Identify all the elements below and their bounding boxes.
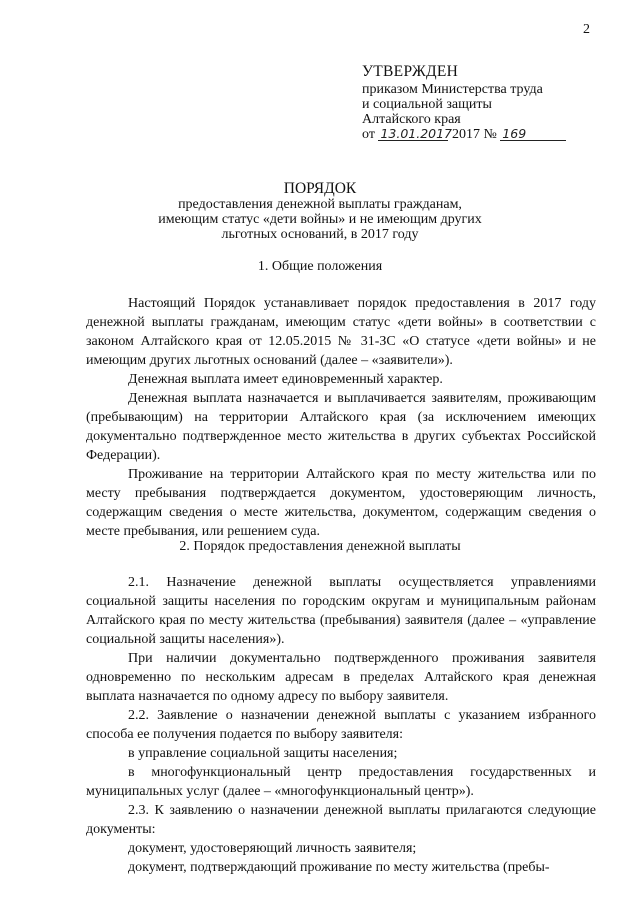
approval-line: и социальной защиты xyxy=(362,97,492,112)
paragraph: 2.1. Назначение денежной выплаты осуществляется управлениями социальной защиты населения по городским округам и муниципальным районам Алтайского края по месту жительства (пребывания) заявителя (далее – «управление социальной защиты населения»). xyxy=(86,575,596,647)
title-main: ПОРЯДОК xyxy=(283,180,357,197)
title-line: имеющим статус «дети войны» и не имеющим других xyxy=(158,212,482,227)
page-number: 2 xyxy=(583,22,590,37)
paragraph: в многофункциональный центр предоставления государственных и муниципальных услуг (далее – «многофункциональный центр»). xyxy=(86,765,596,799)
paragraph: Денежная выплата имеет единовременный характер. xyxy=(128,372,443,387)
title-line: предоставления денежной выплаты гражданам, xyxy=(178,197,462,212)
paragraph: Настоящий Порядок устанавливает порядок предоставления в 2017 году денежной выплаты гражданам, имеющим статус «дети войны» в соответствии с законом Алтайского края от 12.05.2015 № 31-ЗС «О статусе «дети войны» и не имеющим других льготных оснований (далее – «заявители»). xyxy=(86,296,596,368)
paragraph: документ, подтверждающий проживание по месту жительства (пребы- xyxy=(128,860,550,875)
document-title xyxy=(0,181,640,242)
handwritten-number: 169 xyxy=(500,127,566,141)
paragraph: в управление социальной защиты населения; xyxy=(128,746,398,761)
paragraph: Денежная выплата назначается и выплачивается заявителям, проживающим (пребывающим) на территории Алтайского края (за исключением имеющих документально подтвержденное место жительства в других субъектах Российской Федерации). xyxy=(86,391,596,463)
title-line: льготных оснований, в 2017 году xyxy=(221,227,419,242)
paragraph: При наличии документально подтвержденного проживания заявителя одновременно по нескольким адресам в пределах Алтайского края денежная выплата назначается по одному адресу по выбору заявителя. xyxy=(86,651,596,704)
section-2-heading: 2. Порядок предоставления денежной выплаты xyxy=(179,539,461,554)
section-1-heading: 1. Общие положения xyxy=(257,259,383,274)
paragraph: 2.2. Заявление о назначении денежной выплаты с указанием избранного способа ее получения подается по выбору заявителя: xyxy=(86,708,596,742)
section-1-body xyxy=(86,294,596,541)
approval-date-line xyxy=(362,127,566,142)
date-prefix: от xyxy=(362,127,375,142)
paragraph: Проживание на территории Алтайского края по месту жительства или по месту пребывания подтверждается документом, удостоверяющим личность, содержащим сведения о месте жительства, документом, содержащим сведения о месте пребывания, или решением суда. xyxy=(86,467,596,539)
approval-stamp xyxy=(362,64,566,142)
paragraph: 2.3. К заявлению о назначении денежной выплаты прилагаются следующие документы: xyxy=(86,803,596,837)
handwritten-date: 13.01.2017 xyxy=(380,126,453,141)
approval-heading: УТВЕРЖДЕН xyxy=(362,63,459,80)
year-label: 2017 № xyxy=(451,127,497,142)
paragraph: документ, удостоверяющий личность заявителя; xyxy=(128,841,417,856)
approval-line: приказом Министерства труда xyxy=(362,82,543,97)
approval-line: Алтайского края xyxy=(362,112,461,127)
section-2-body xyxy=(86,573,596,877)
